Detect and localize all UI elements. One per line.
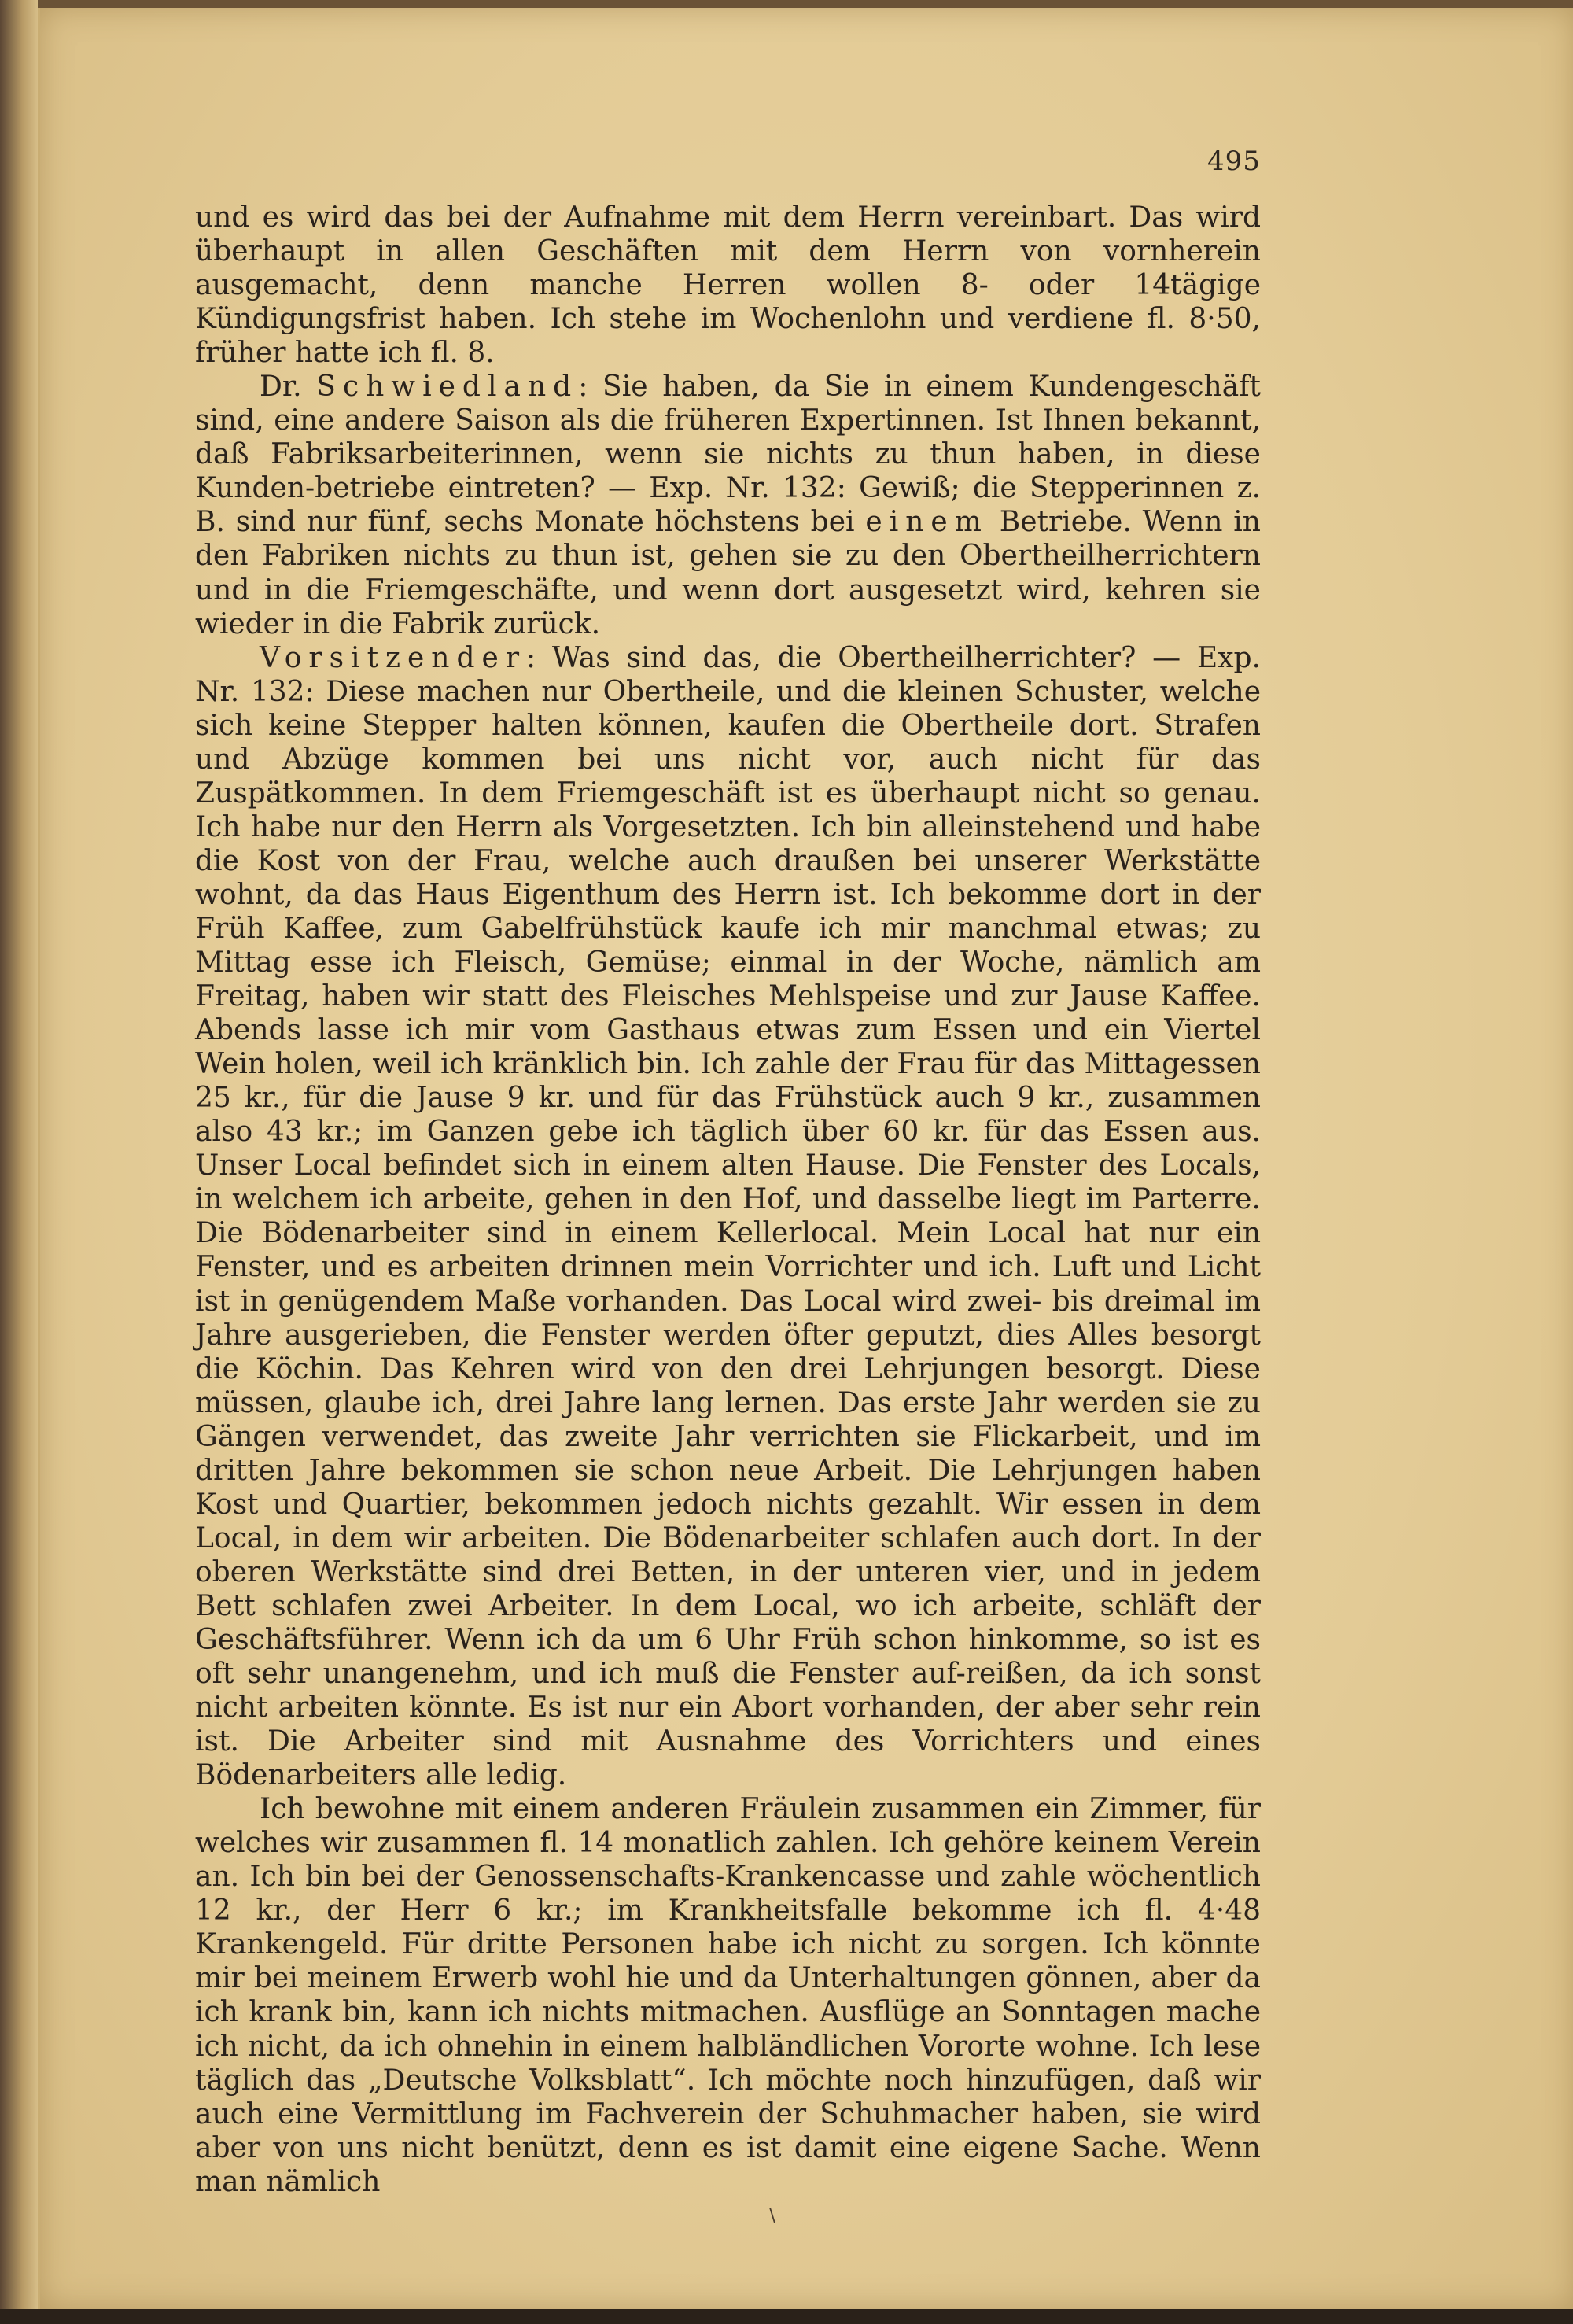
text-segment: Betriebe. Wenn in den Fabriken nichts zu thun ist, gehen sie zu den Obertheilherrichtern und in die Friemgeschäfte, und wenn dort ausgesetzt wird, kehren sie wieder in die Fabrik zurück. <box>195 506 1261 640</box>
spaced-name: Vorsitzender <box>260 641 527 674</box>
page-number: 495 <box>1207 146 1261 177</box>
paragraph-p1 <box>195 201 1261 370</box>
text-segment: Dr. <box>260 371 317 404</box>
page-body-text <box>195 201 1261 2199</box>
bottom-mark: \ <box>769 2204 776 2226</box>
spaced-name: Schwiedland <box>316 371 579 404</box>
text-segment: : Sie haben, da Sie in einem Kundengeschäft sind, eine andere Saison als die früheren Expertinnen. Ist Ihnen bekannt, daß Fabriksarbeiterinnen, wenn sie nichts zu thun haben, in diese Kunden-betriebe eintreten? — Exp. Nr. 132: Gewiß; die Stepperinnen z. B. sind nur fünf, sechs Monate höchstens bei <box>195 371 1261 539</box>
text-segment: Ich bewohne mit einem anderen Fräulein zusammen ein Zimmer, für welches wir zusammen fl. 14 monatlich zahlen. Ich gehöre keinem Verein an. Ich bin bei der Genossenschafts-Krankencasse und zahle wöchentlich 12 kr., der Herr 6 kr.; im Krankheitsfalle bekomme ich fl. 4·48 Krankengeld. Für dritte Personen habe ich nicht zu sorgen. Ich könnte mir bei meinem Erwerb wohl hie und da Unterhaltungen gönnen, aber da ich krank bin, kann ich nichts mitmachen. Ausflüge an Sonntagen mache ich nicht, da ich ohnehin in einem halbländlichen Vororte wohne. Ich lese täglich das „Deutsche Volksblatt“. Ich möchte noch hinzufügen, daß wir auch eine Vermittlung im Fachverein der Schuhmacher haben, sie wird aber von uns nicht benützt, denn es ist damit eine eigene Sache. Wenn man nämlich <box>195 1793 1261 2198</box>
text-segment: und es wird das bei der Aufnahme mit dem Herrn vereinbart. Das wird überhaupt in allen Geschäften mit dem Herrn von vornherein ausgemacht, denn manche Herren wollen 8- oder 14tägige Kündigungsfrist haben. Ich stehe im Wochenlohn und verdiene fl. 8·50, früher hatte ich fl. 8. <box>195 201 1261 370</box>
text-segment: : Was sind das, die Obertheilherrichter? — Exp. Nr. 132: Diese machen nur Obertheile, und die kleinen Schuster, welche sich keine Stepper halten können, kaufen die Obertheile dort. Strafen und Abzüge kommen bei uns nicht vor, auch nicht für das Zuspätkommen. In dem Friemgeschäft ist es überhaupt nicht so genau. Ich habe nur den Herrn als Vorgesetzten. Ich bin alleinstehend und habe die Kost von der Frau, welche auch draußen bei unserer Werkstätte wohnt, da das Haus Eigenthum des Herrn ist. Ich bekomme dort in der Früh Kaffee, zum Gabelfrühstück kaufe ich mir manchmal etwas; zu Mittag esse ich Fleisch, Gemüse; einmal in der Woche, nämlich am Freitag, haben wir statt des Fleisches Mehlspeise und zur Jause Kaffee. Abends lasse ich mir vom Gasthaus etwas zum Essen und ein Viertel Wein holen, weil ich kränklich bin. Ich zahle der Frau für das Mittagessen 25 kr., für die Jause 9 kr. und für das Frühstück auch 9 kr., zusammen also 43 kr.; im Ganzen gebe ich täglich über 60 kr. für das Essen aus. Unser Local befindet sich in einem alten Hause. Die Fenster des Locals, in welchem ich arbeite, gehen in den Hof, und dasselbe liegt im Parterre. Die Bödenarbeiter sind in einem Kellerlocal. Mein Local hat nur ein Fenster, und es arbeiten drinnen mein Vorrichter und ich. Luft und Licht ist in genügendem Maße vorhanden. Das Local wird zwei- bis dreimal im Jahre ausgerieben, die Fenster werden öfter geputzt, dies Alles besorgt die Köchin. Das Kehren wird von den drei Lehrjungen besorgt. Diese müssen, glaube ich, drei Jahre lang lernen. Das erste Jahr werden sie zu Gängen verwendet, das zweite Jahr verrichten sie Flickarbeit, und im dritten Jahre bekommen sie schon neue Arbeit. Die Lehrjungen haben Kost und Quartier, bekommen jedoch nichts gezahlt. Wir essen in dem Local, in dem wir arbeiten. Die Bödenarbeiter schlafen auch dort. In der oberen Werkstätte sind drei Betten, in der unteren vier, und in jedem Bett schlafen zwei Arbeiter. In dem Local, wo ich arbeite, schläft der Geschäftsführer. Wenn ich da um 6 Uhr Früh schon hinkomme, so ist es oft sehr unangenehm, und ich muß die Fenster auf-reißen, da ich sonst nicht arbeiten könnte. Es ist nur ein Abort vorhanden, der aber sehr rein ist. Die Arbeiter sind mit Ausnahme des Vorrichters und eines Bödenarbeiters alle ledig. <box>195 641 1261 1792</box>
paragraph-p2 <box>195 370 1261 640</box>
paragraph-p4 <box>195 1792 1261 2199</box>
paragraph-p3 <box>195 641 1261 1793</box>
book-spine <box>0 0 38 2324</box>
top-edge <box>0 0 1573 8</box>
spaced-name: einem <box>865 506 989 539</box>
bottom-edge <box>0 2309 1573 2324</box>
